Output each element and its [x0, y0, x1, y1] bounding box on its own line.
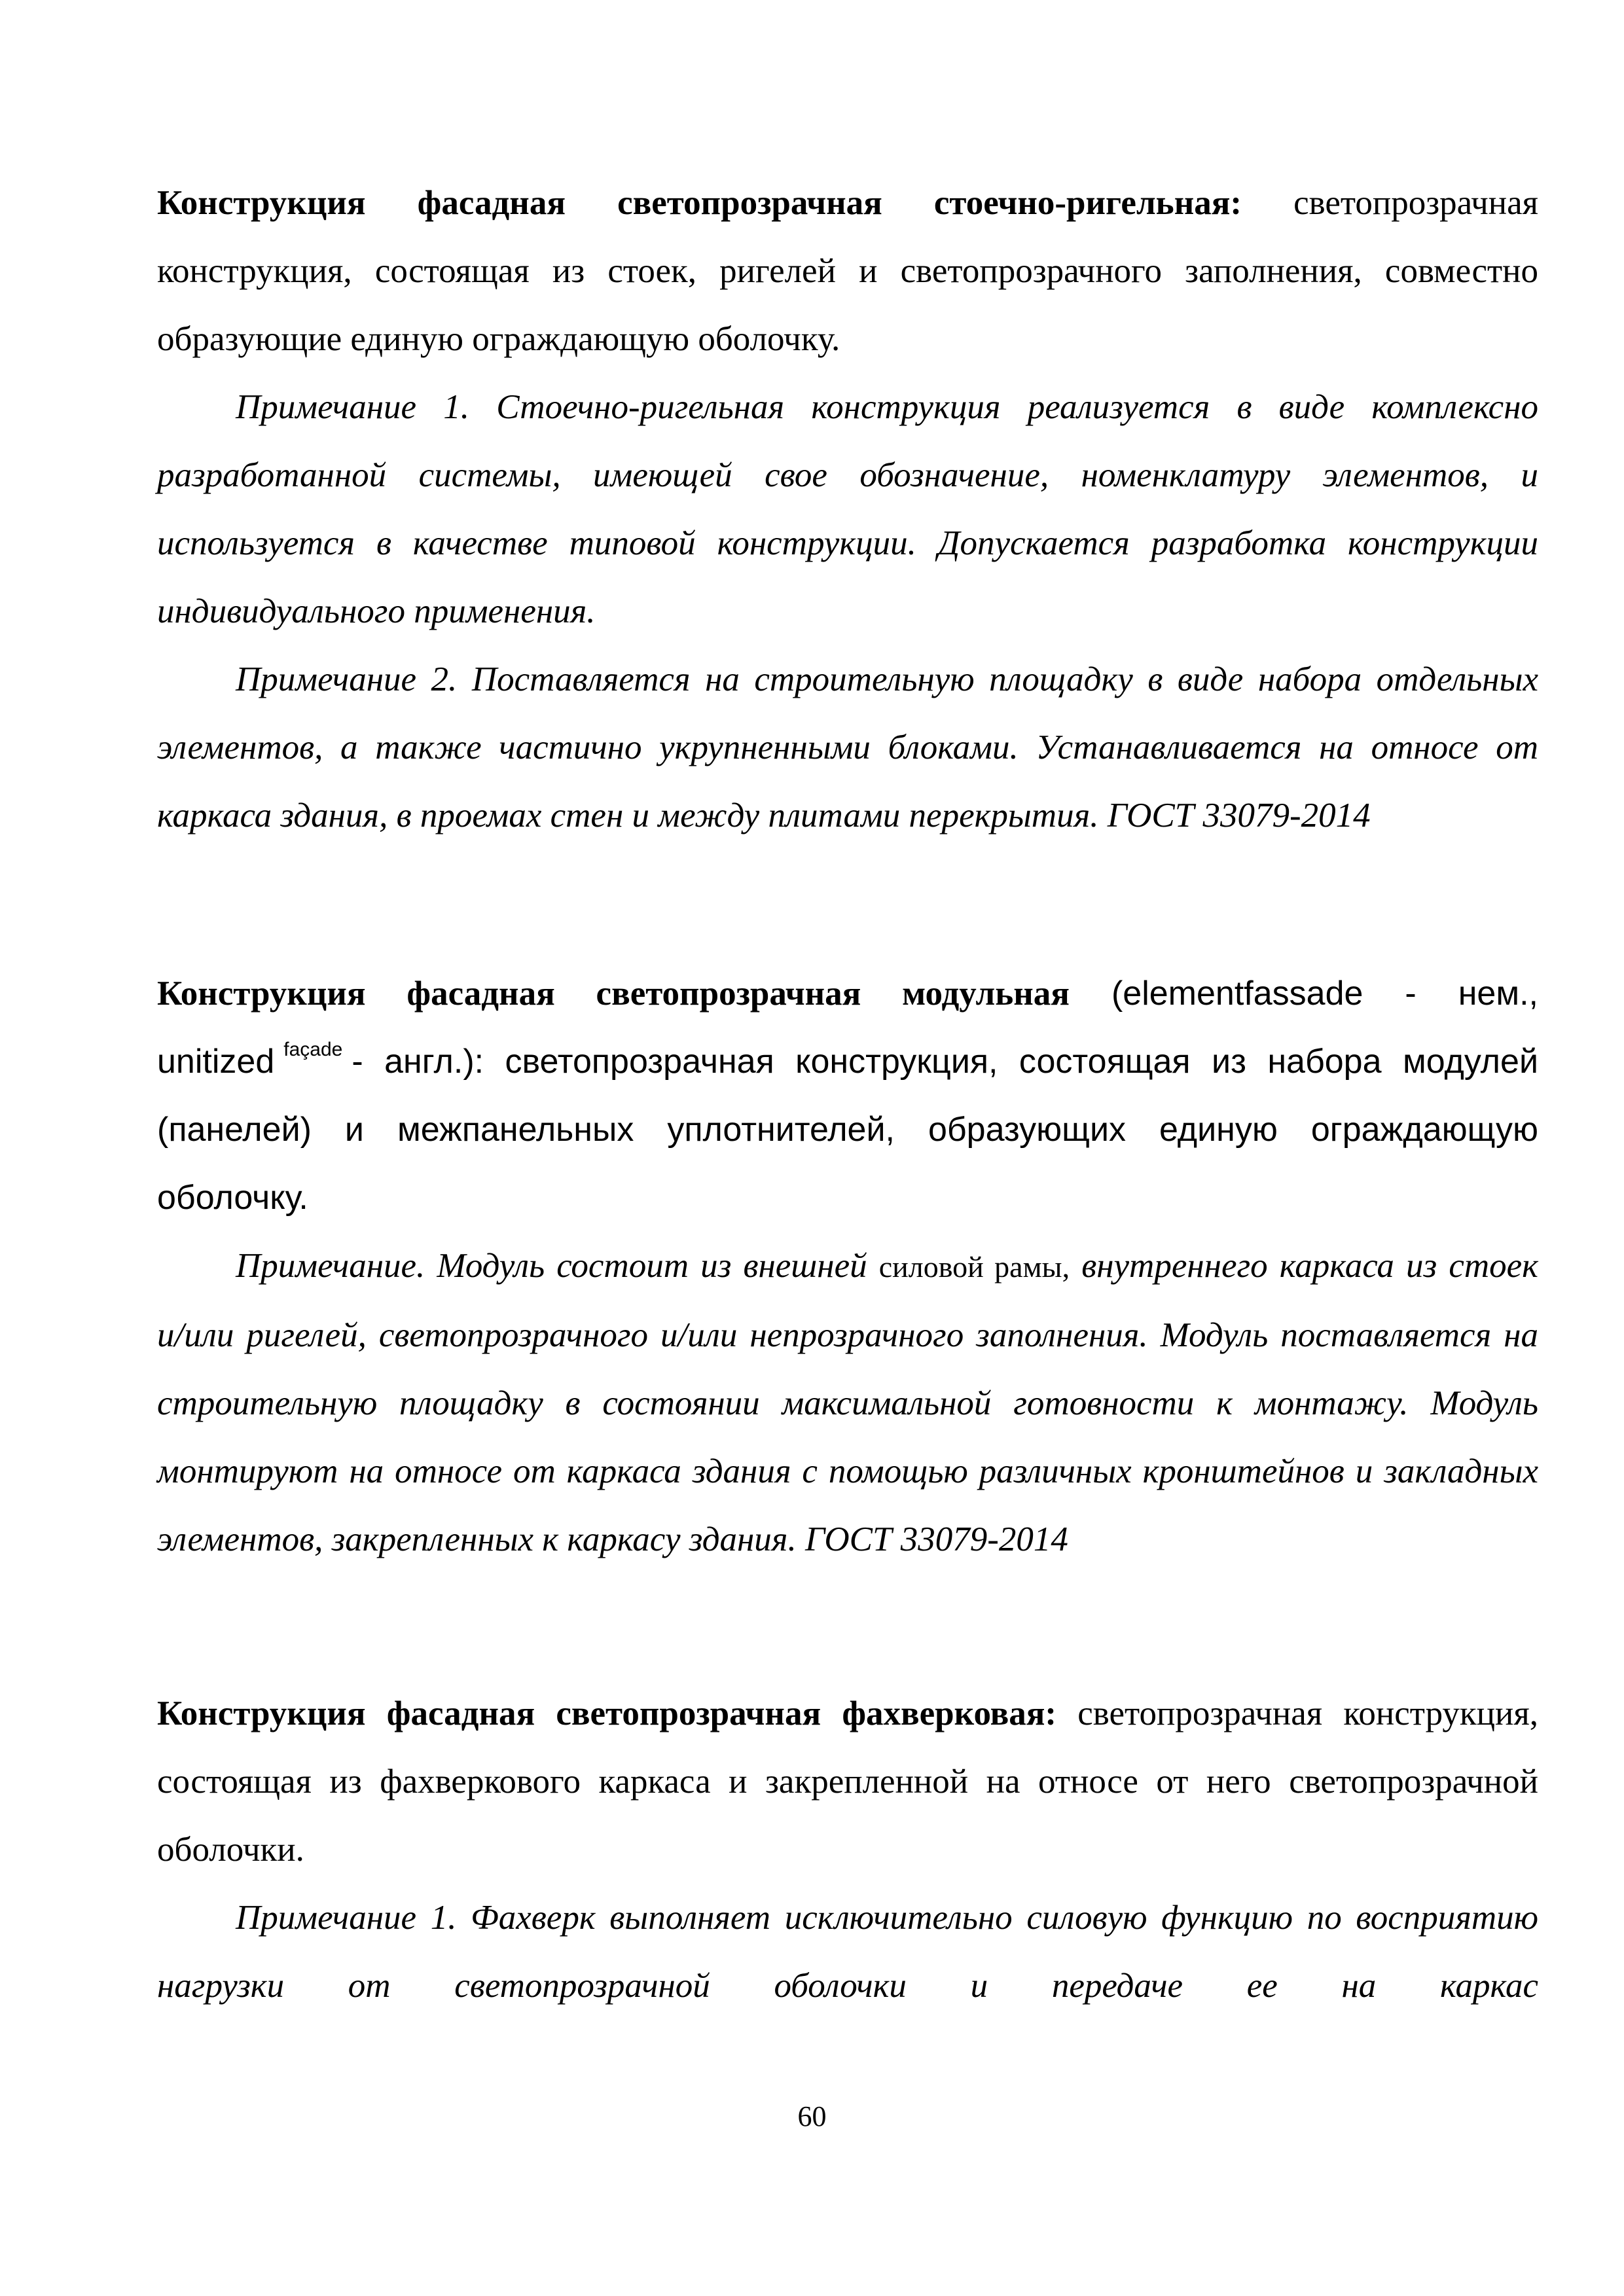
definition-text: светопрозрачная конструкция, состоящая из стоек, ригелей и светопрозрачного заполнения, совместно образующие единую ограждающую оболочку. [157, 184, 1538, 358]
term-heading: Конструкция фасадная светопрозрачная модульная [157, 975, 1070, 1013]
note-paragraph: Примечание 1. Фахверк выполняет исключительно силовую функцию по восприятию нагрузки от светопрозрачной оболочки и передаче ее на каркас [157, 1899, 1538, 2005]
note-text-continued: внутреннего каркаса из стоек и/или ригелей, светопрозрачного и/или непрозрачного заполнения. Модуль поставляется на строительную площадку в состоянии максимальной готовности к монтажу. Модуль монтируют на относе от каркаса здания с помощью различных кронштейнов и закладных элементов, закрепленных к каркасу здания. ГОСТ 33079-2014 [157, 1247, 1538, 1558]
definition-paragraph [157, 169, 1538, 373]
term-heading: Конструкция фасадная светопрозрачная фахверковая: [157, 1695, 1057, 1732]
definition-text: (elementfassade - нем., unitized [157, 975, 1538, 1081]
superscript-word: façade [283, 1039, 343, 1060]
term-heading: Конструкция фасадная светопрозрачная стоечно-ригельная: [157, 184, 1242, 222]
note-paragraph: Примечание 2. Поставляется на строительную площадку в виде набора отдельных элементов, а также частично укрупненными блоками. Устанавливается на относе от каркаса здания, в проемах стен и между плитами перекрытия. ГОСТ 33079-2014 [157, 660, 1538, 834]
entry-framework [157, 1679, 1538, 2020]
definition-paragraph [157, 960, 1538, 1232]
note-paragraph [157, 1232, 1538, 1573]
note-upright-text: силовой рамы, [878, 1250, 1070, 1283]
definition-text-continued: - англ.): светопрозрачная конструкция, состоящая из набора модулей (панелей) и межпанельных уплотнителей, образующих единую ограждающую оболочку. [157, 1043, 1538, 1217]
note-text: Примечание. Модуль состоит из внешней [236, 1247, 879, 1285]
definition-paragraph [157, 1679, 1538, 1884]
note-paragraph: Примечание 1. Стоечно-ригельная конструкция реализуется в виде комплексно разработанной системы, имеющей свое обозначение, номенклатуру элементов, и используется в качестве типовой конструкции. Допускается разработка конструкции индивидуального применения. [157, 388, 1538, 630]
entry-unitized [157, 960, 1538, 1573]
entry-mullion-transom [157, 169, 1538, 850]
page-number: 60 [797, 2100, 827, 2132]
definition-text: светопрозрачная конструкция, состоящая из фахверкового каркаса и закрепленной на относе от него светопрозрачной оболочки. [157, 1695, 1538, 1869]
